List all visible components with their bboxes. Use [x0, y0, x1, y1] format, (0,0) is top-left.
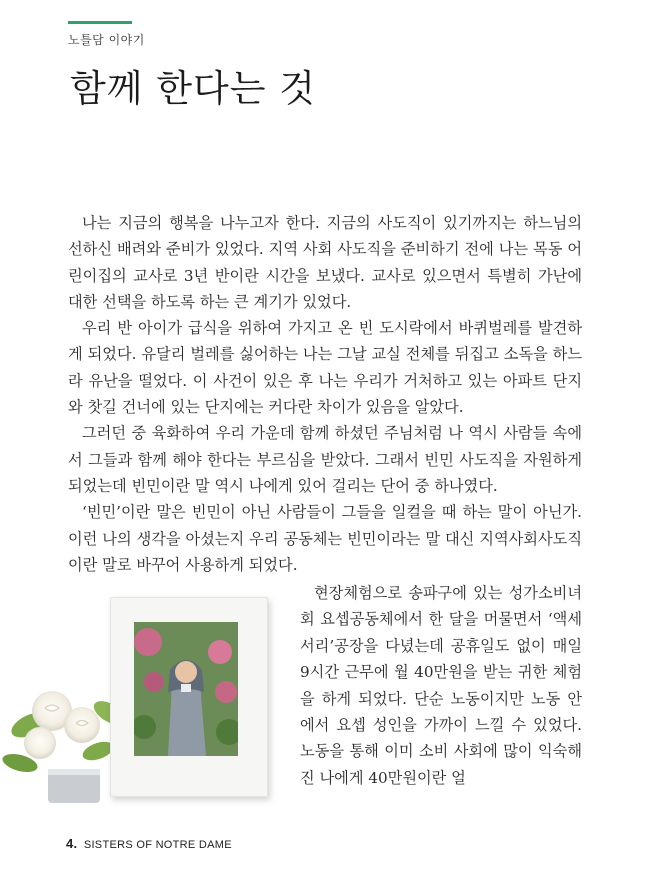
article-paragraph: 나는 지금의 행복을 나누고자 한다. 지금의 사도직이 있기까지는 하느님의 선하신 배려와 준비가 있었다. 지역 사회 사도직을 준비하기 전에 나는 목동 어린이집의 교사로 3년 반이란 시간을 보냈다. 교사로 있으면서 특별히 가난에 대한 선택을 하도록 하는 큰 계기가 있었다.: [68, 214, 582, 311]
article-body: [68, 210, 582, 578]
page-footer: [66, 836, 232, 851]
article-paragraph: 현장체험으로 송파구에 있는 성가소비녀회 요셉공동체에서 한 달을 머물면서 ‘액세서리’공장을 다녔는데 공휴일도 없이 매일 9시간 근무에 월 40만원을 받는 귀한 체험을 하게 되었다. 단순 노동이지만 노동 안에서 요셉 성인을 가까이 느낄 수 있었다. 노동을 통해 이미 소비 사회에 많이 익숙해진 나에게 40만원이란 얼: [300, 584, 582, 787]
section-label: 노틀담 이야기: [68, 33, 145, 47]
framed-photo-illustration: [0, 585, 296, 815]
article-wrap-column: [300, 580, 582, 791]
article-paragraph: ‘빈민’이란 말은 빈민이 아닌 사람들이 그들을 일컬을 때 하는 말이 아닌가. 이런 나의 생각을 아셨는지 우리 공동체는 빈민이라는 말 대신 지역사회사도직이란 말로 바꾸어 사용하게 되었다.: [68, 503, 582, 574]
publication-name: SISTERS OF NOTRE DAME: [83, 839, 232, 851]
section-accent-bar: [68, 21, 132, 24]
article-paragraph: 그러던 중 육화하여 우리 가운데 함께 하셨던 주님처럼 나 역시 사람들 속에서 그들과 함께 해야 한다는 부르심을 받았다. 그래서 빈민 사도직을 자원하게 되었는데 빈민이란 말 역시 나에게 있어 걸리는 단어 중 하나였다.: [68, 424, 582, 495]
page-number: 4.: [66, 836, 78, 851]
nun-portrait-photo: [134, 622, 238, 756]
article-paragraph: 우리 반 아이가 급식을 위하여 가지고 온 빈 도시락에서 바퀴벌레를 발견하게 되었다. 유달리 벌레를 싫어하는 나는 그날 교실 전체를 뒤집고 소독을 하느라 유난을 떨었다. 이 사건이 있은 후 나는 우리가 거처하고 있는 아파트 단지와 찻길 건너에 있는 단지에는 커다란 차이가 있음을 알았다.: [68, 319, 582, 417]
page-title: 함께 한다는 것: [70, 67, 316, 110]
